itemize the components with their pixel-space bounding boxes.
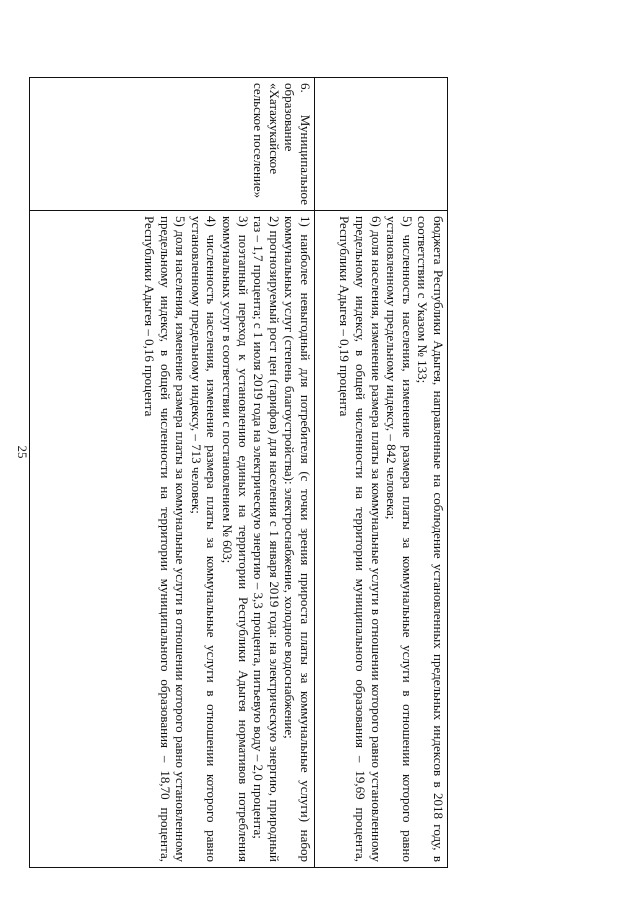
rotated-table-container <box>30 77 448 862</box>
table-row <box>30 78 315 868</box>
tariff-table <box>29 77 448 868</box>
list-item: 4) численность населения, изменение размера платы за коммунальные услуги в отношении которого равно установленному предельному индексу, – 713 человек; <box>188 216 220 862</box>
municipality-name: 6. Муниципальное образование «Хатажукайское сельское поселение» <box>251 83 313 205</box>
list-item: бюджета Республики Адыгея, направленные на соблюдение установленных предельных индексов в 2018 году, в соответствии с Указом № 133; <box>415 216 446 862</box>
list-item: 5) доля населения, изменение размера платы за коммунальные услуги в отношении которого равно установленному предельному индексу, в общей численности на территории муниципального образования – 18,70 процента, Республики Адыгея – 0,16 процента <box>142 216 189 862</box>
table-row <box>315 78 448 868</box>
municipality-cell <box>30 78 315 211</box>
list-item: 5) численность населения, изменение размера платы за коммунальные услуги в отношении которого равно установленному предельному индексу, – 842 человека; <box>384 216 415 862</box>
list-item: 3) поэтапный переход к установлению единых на территории Республики Адыгея нормативов потребления коммунальных услуг в соответствии с постановлением № 603; <box>220 216 251 862</box>
list-item: 6) доля населения, изменение размера платы за коммунальные услуги в отношении которого равно установленному предельному индексу, в общей численности на территории муниципального образования – 19,69 процента, Республики Адыгея – 0,19 процента <box>337 216 384 862</box>
list-item: 2) прогнозируемый рост цен (тарифов) для населения с 1 января 2019 года: на электрическую энергию, природный газ – 1,7 процента; с 1 июля 2019 года на электрическую энергию – 3,3 процента, питьевую воду – 2,0 процента; <box>251 216 282 862</box>
measures-cell <box>30 211 315 868</box>
measures-cell <box>315 211 448 868</box>
list-item: 1) наиболее невыгодный для потребителя (с точки зрения прироста платы за коммунальные услуги) набор коммунальных услуг (степень благоустройства): электроснабжение, холодное водоснабжение; <box>282 216 313 862</box>
page-number: 25 <box>15 445 30 459</box>
municipality-cell <box>315 78 448 211</box>
